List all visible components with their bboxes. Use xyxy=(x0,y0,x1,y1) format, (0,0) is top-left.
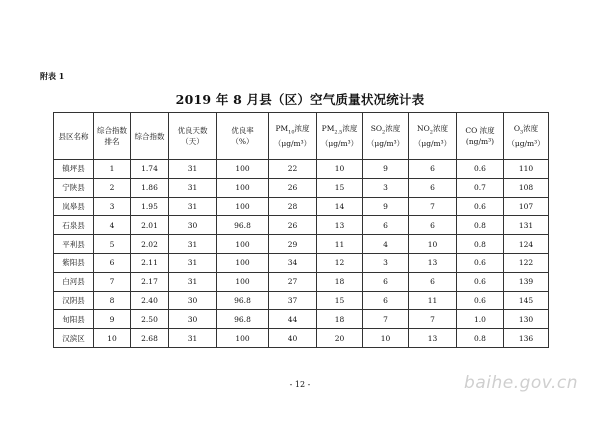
cell-o3: 139 xyxy=(504,272,549,291)
cell-pm10: 26 xyxy=(269,216,317,235)
header-co xyxy=(457,113,504,160)
cell-index: 1.95 xyxy=(131,197,169,216)
cell-good-days: 31 xyxy=(169,253,217,272)
cell-good-rate: 96.8 xyxy=(217,291,269,310)
cell-o3: 107 xyxy=(504,197,549,216)
header-no2-unit: （μg/m³） xyxy=(413,139,452,149)
cell-index: 2.40 xyxy=(131,291,169,310)
header-pm10 xyxy=(269,113,317,160)
cell-good-rate: 100 xyxy=(217,329,269,348)
cell-rank: 2 xyxy=(94,178,131,197)
table-row xyxy=(54,197,549,216)
table-header-row xyxy=(54,113,549,160)
cell-index: 2.11 xyxy=(131,253,169,272)
table-row xyxy=(54,329,549,348)
cell-no2: 7 xyxy=(409,310,457,329)
cell-rank: 7 xyxy=(94,272,131,291)
cell-county: 岚皋县 xyxy=(54,197,94,216)
header-rank: 综合指数排名 xyxy=(94,113,131,160)
cell-pm25: 10 xyxy=(317,160,363,179)
appendix-label: 附表 1 xyxy=(40,71,65,81)
cell-rank: 10 xyxy=(94,329,131,348)
header-pm25 xyxy=(317,113,363,160)
table-row xyxy=(54,178,549,197)
table-row xyxy=(54,160,549,179)
cell-so2: 6 xyxy=(363,291,409,310)
cell-pm25: 14 xyxy=(317,197,363,216)
cell-co: 1.0 xyxy=(457,310,504,329)
cell-good-rate: 96.8 xyxy=(217,216,269,235)
cell-good-rate: 100 xyxy=(217,235,269,254)
cell-good-days: 31 xyxy=(169,329,217,348)
cell-no2: 7 xyxy=(409,197,457,216)
header-no2 xyxy=(409,113,457,160)
cell-pm25: 15 xyxy=(317,291,363,310)
cell-county: 白河县 xyxy=(54,272,94,291)
cell-index: 2.17 xyxy=(131,272,169,291)
document-title: 2019 年 8 月县（区）空气质量状况统计表 xyxy=(175,92,425,107)
cell-co: 0.8 xyxy=(457,329,504,348)
cell-rank: 6 xyxy=(94,253,131,272)
cell-good-days: 31 xyxy=(169,197,217,216)
cell-o3: 136 xyxy=(504,329,549,348)
cell-good-days: 31 xyxy=(169,160,217,179)
cell-co: 0.7 xyxy=(457,178,504,197)
cell-pm10: 40 xyxy=(269,329,317,348)
cell-so2: 7 xyxy=(363,310,409,329)
cell-good-days: 31 xyxy=(169,235,217,254)
cell-so2: 6 xyxy=(363,216,409,235)
cell-county: 石泉县 xyxy=(54,216,94,235)
header-good-rate xyxy=(217,113,269,160)
cell-pm10: 28 xyxy=(269,197,317,216)
cell-index: 1.86 xyxy=(131,178,169,197)
cell-good-days: 31 xyxy=(169,272,217,291)
cell-pm10: 29 xyxy=(269,235,317,254)
cell-no2: 6 xyxy=(409,272,457,291)
cell-no2: 13 xyxy=(409,253,457,272)
cell-pm25: 20 xyxy=(317,329,363,348)
header-no2-label: $NO_2$浓度 xyxy=(417,123,448,136)
cell-pm25: 15 xyxy=(317,178,363,197)
cell-no2: 10 xyxy=(409,235,457,254)
cell-no2: 6 xyxy=(409,160,457,179)
header-o3-unit: （μg/m³） xyxy=(507,139,545,149)
cell-pm10: 34 xyxy=(269,253,317,272)
cell-rank: 3 xyxy=(94,197,131,216)
header-index: 综合指数 xyxy=(131,113,169,160)
cell-index: 2.68 xyxy=(131,329,169,348)
header-pm10-label: $PM_{10}$浓度 xyxy=(275,123,310,136)
cell-o3: 131 xyxy=(504,216,549,235)
cell-o3: 124 xyxy=(504,235,549,254)
cell-o3: 108 xyxy=(504,178,549,197)
cell-co: 0.6 xyxy=(457,160,504,179)
header-good-days-unit: （天） xyxy=(181,137,204,146)
cell-co: 0.8 xyxy=(457,235,504,254)
cell-so2: 4 xyxy=(363,235,409,254)
cell-co: 0.6 xyxy=(457,197,504,216)
cell-co: 0.6 xyxy=(457,272,504,291)
header-o3 xyxy=(504,113,549,160)
cell-so2: 3 xyxy=(363,178,409,197)
cell-o3: 110 xyxy=(504,160,549,179)
cell-no2: 6 xyxy=(409,216,457,235)
cell-pm10: 22 xyxy=(269,160,317,179)
header-so2-unit: （μg/m³） xyxy=(366,139,405,149)
cell-good-rate: 96.8 xyxy=(217,310,269,329)
cell-index: 1.74 xyxy=(131,160,169,179)
cell-rank: 4 xyxy=(94,216,131,235)
cell-good-rate: 100 xyxy=(217,253,269,272)
cell-good-days: 30 xyxy=(169,291,217,310)
cell-pm10: 27 xyxy=(269,272,317,291)
cell-rank: 8 xyxy=(94,291,131,310)
header-good-days xyxy=(169,113,217,160)
header-pm25-label: $PM_{2.5}$浓度 xyxy=(321,123,358,136)
cell-index: 2.01 xyxy=(131,216,169,235)
header-co-unit: (ng/m³) xyxy=(465,137,495,146)
cell-co: 0.6 xyxy=(457,253,504,272)
cell-pm10: 44 xyxy=(269,310,317,329)
table-row xyxy=(54,253,549,272)
cell-pm10: 26 xyxy=(269,178,317,197)
cell-rank: 5 xyxy=(94,235,131,254)
table-row xyxy=(54,216,549,235)
cell-o3: 130 xyxy=(504,310,549,329)
cell-pm25: 18 xyxy=(317,272,363,291)
cell-so2: 6 xyxy=(363,272,409,291)
cell-county: 镇坪县 xyxy=(54,160,94,179)
table-row xyxy=(54,235,549,254)
cell-no2: 11 xyxy=(409,291,457,310)
cell-pm25: 12 xyxy=(317,253,363,272)
cell-pm10: 37 xyxy=(269,291,317,310)
cell-good-days: 30 xyxy=(169,216,217,235)
header-good-rate-unit: （%） xyxy=(231,137,254,146)
air-quality-table xyxy=(53,112,549,348)
header-county: 县区名称 xyxy=(54,113,94,160)
watermark: baihe.gov.cn xyxy=(464,373,578,393)
cell-no2: 13 xyxy=(409,329,457,348)
header-good-days-label: 优良天数 xyxy=(177,126,208,135)
cell-index: 2.02 xyxy=(131,235,169,254)
table-row xyxy=(54,272,549,291)
cell-no2: 6 xyxy=(409,178,457,197)
cell-so2: 10 xyxy=(363,329,409,348)
header-so2-label: $SO_2$浓度 xyxy=(370,123,401,136)
cell-good-rate: 100 xyxy=(217,272,269,291)
cell-so2: 9 xyxy=(363,197,409,216)
cell-county: 平利县 xyxy=(54,235,94,254)
cell-good-rate: 100 xyxy=(217,197,269,216)
cell-county: 汉滨区 xyxy=(54,329,94,348)
cell-pm25: 13 xyxy=(317,216,363,235)
cell-good-days: 30 xyxy=(169,310,217,329)
cell-o3: 145 xyxy=(504,291,549,310)
cell-co: 0.8 xyxy=(457,216,504,235)
page-number: - 12 - xyxy=(289,380,311,389)
cell-good-rate: 100 xyxy=(217,160,269,179)
cell-good-rate: 100 xyxy=(217,178,269,197)
cell-so2: 9 xyxy=(363,160,409,179)
cell-county: 紫阳县 xyxy=(54,253,94,272)
cell-index: 2.50 xyxy=(131,310,169,329)
header-pm25-unit: （μg/m³） xyxy=(320,139,359,149)
header-good-rate-label: 优良率 xyxy=(231,126,254,135)
cell-pm25: 11 xyxy=(317,235,363,254)
cell-good-days: 31 xyxy=(169,178,217,197)
table-row xyxy=(54,310,549,329)
cell-county: 汉阴县 xyxy=(54,291,94,310)
cell-county: 旬阳县 xyxy=(54,310,94,329)
cell-pm25: 18 xyxy=(317,310,363,329)
cell-rank: 9 xyxy=(94,310,131,329)
cell-co: 0.6 xyxy=(457,291,504,310)
cell-o3: 122 xyxy=(504,253,549,272)
cell-so2: 3 xyxy=(363,253,409,272)
header-o3-label: $O_3$浓度 xyxy=(513,123,539,136)
table-row xyxy=(54,291,549,310)
cell-rank: 1 xyxy=(94,160,131,179)
header-so2 xyxy=(363,113,409,160)
header-co-label: CO 浓度 xyxy=(465,126,495,135)
header-pm10-unit: （μg/m³） xyxy=(273,139,312,149)
cell-county: 宁陕县 xyxy=(54,178,94,197)
